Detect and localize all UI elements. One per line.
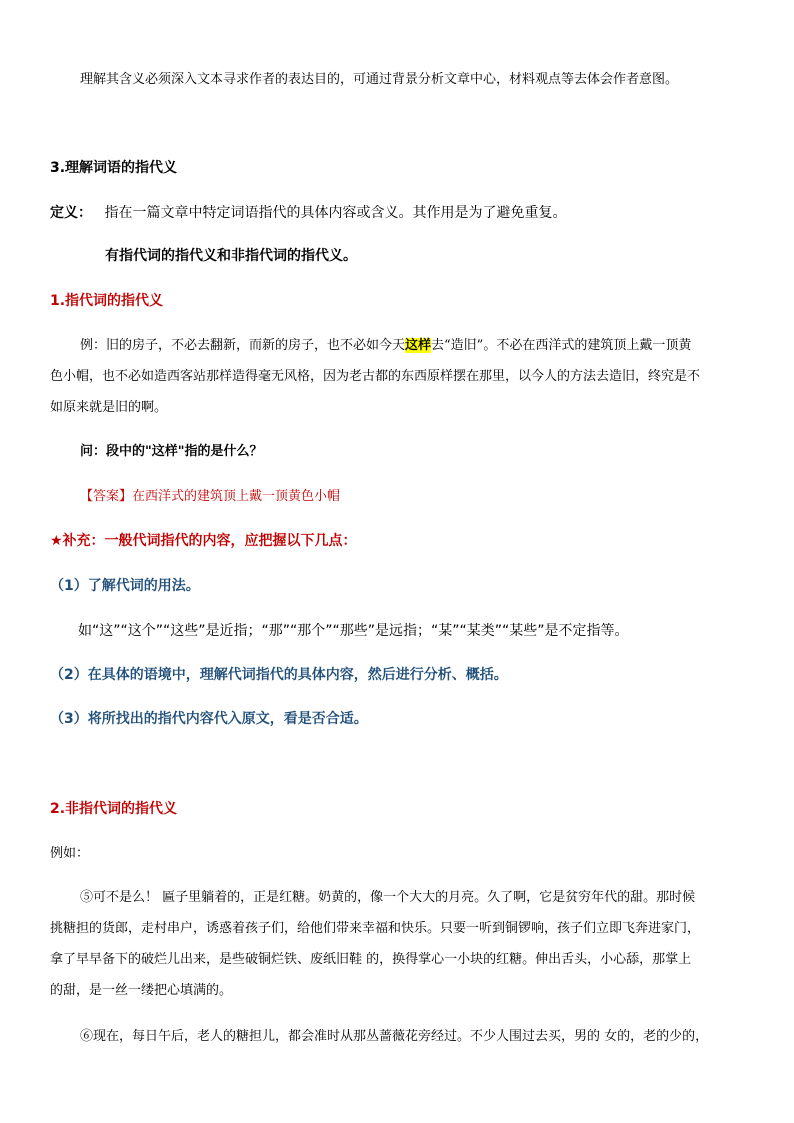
sub1-heading: 1.指代词的指代义 xyxy=(50,293,164,309)
example-text-before: 例：旧的房子，不必去翻新，而新的房子，也不必如今天 xyxy=(80,338,406,353)
point3: （3）将所找出的指代内容代入原文，看是否合适。 xyxy=(50,711,368,727)
para5-line-2: 挑糖担的货郎，走村串户，诱惑着孩子们，给他们带来幸福和快乐。只要一听到铜锣响，孩子们立即飞奔进家门， xyxy=(50,921,701,936)
types-line: 有指代词的指代义和非指代词的指代义。 xyxy=(105,248,357,264)
supplement-heading: ★补充：一般代词指代的内容，应把握以下几点： xyxy=(50,533,357,549)
definition-line xyxy=(50,206,566,220)
point2: （2）在具体的语境中，理解代词指代的具体内容，然后进行分析、概括。 xyxy=(50,667,508,683)
para5-line-3: 拿了早早备下的破烂儿出来，是些破铜烂铁、废纸旧鞋 的，换得掌心一小块的红糖。伸出舌头，小心舔，那掌上 xyxy=(50,952,692,967)
question-line: 问：段中的"这样"指的是什么？ xyxy=(80,444,263,459)
point1: （1）了解代词的用法。 xyxy=(50,578,200,594)
answer-line xyxy=(80,490,340,503)
intro-line: 理解其含义必须深入文本寻求作者的表达目的，可通过背景分析文章中心，材料观点等去体会作者意图。 xyxy=(80,72,679,87)
para5-line-1: ⑤可不是么！ 匾子里躺着的，正是红糖。奶黄的，像一个大大的月亮。久了啊，它是贫穷年代的甜。那时候 xyxy=(80,890,696,905)
answer-text: 在西洋式的建筑顶上戴一顶黄色小帽 xyxy=(132,489,341,504)
example-label: 例如： xyxy=(50,846,90,861)
para5-line-4: 的甜，是一丝一缕把心填满的。 xyxy=(50,983,233,998)
example-line-2: 色小帽，也不必如造西客站那样造得毫无风格，因为老古都的东西原样摆在那里，以今人的方法去造旧，终究是不 xyxy=(50,369,701,384)
para6-line-1: ⑥现在，每日午后，老人的糖担儿，都会准时从那丛蔷薇花旁经过。不少人围过去买，男的 女的，老的少的， xyxy=(80,1029,709,1044)
example-line-1 xyxy=(80,339,691,352)
definition-text: 指在一篇文章中特定词语指代的具体内容或含义。其作用是为了避免重复。 xyxy=(104,205,567,221)
definition-label: 定义： xyxy=(50,205,92,221)
sub2-heading: 2.非指代词的指代义 xyxy=(50,801,178,817)
example-highlight: 这样 xyxy=(405,338,432,353)
example-line-3: 如原来就是旧的啊。 xyxy=(50,400,168,415)
example-text-after: 去“造旧”。不必在西洋式的建筑顶上戴一顶黄 xyxy=(431,338,692,353)
answer-tag: 【答案】 xyxy=(80,489,133,504)
point1-detail: 如“这”“这个”“这些”是近指；“那”“那个”“那些”是远指；“某”“某类”“某些”是不定指等。 xyxy=(78,623,629,639)
section3-heading: 3.理解词语的指代义 xyxy=(50,160,178,176)
